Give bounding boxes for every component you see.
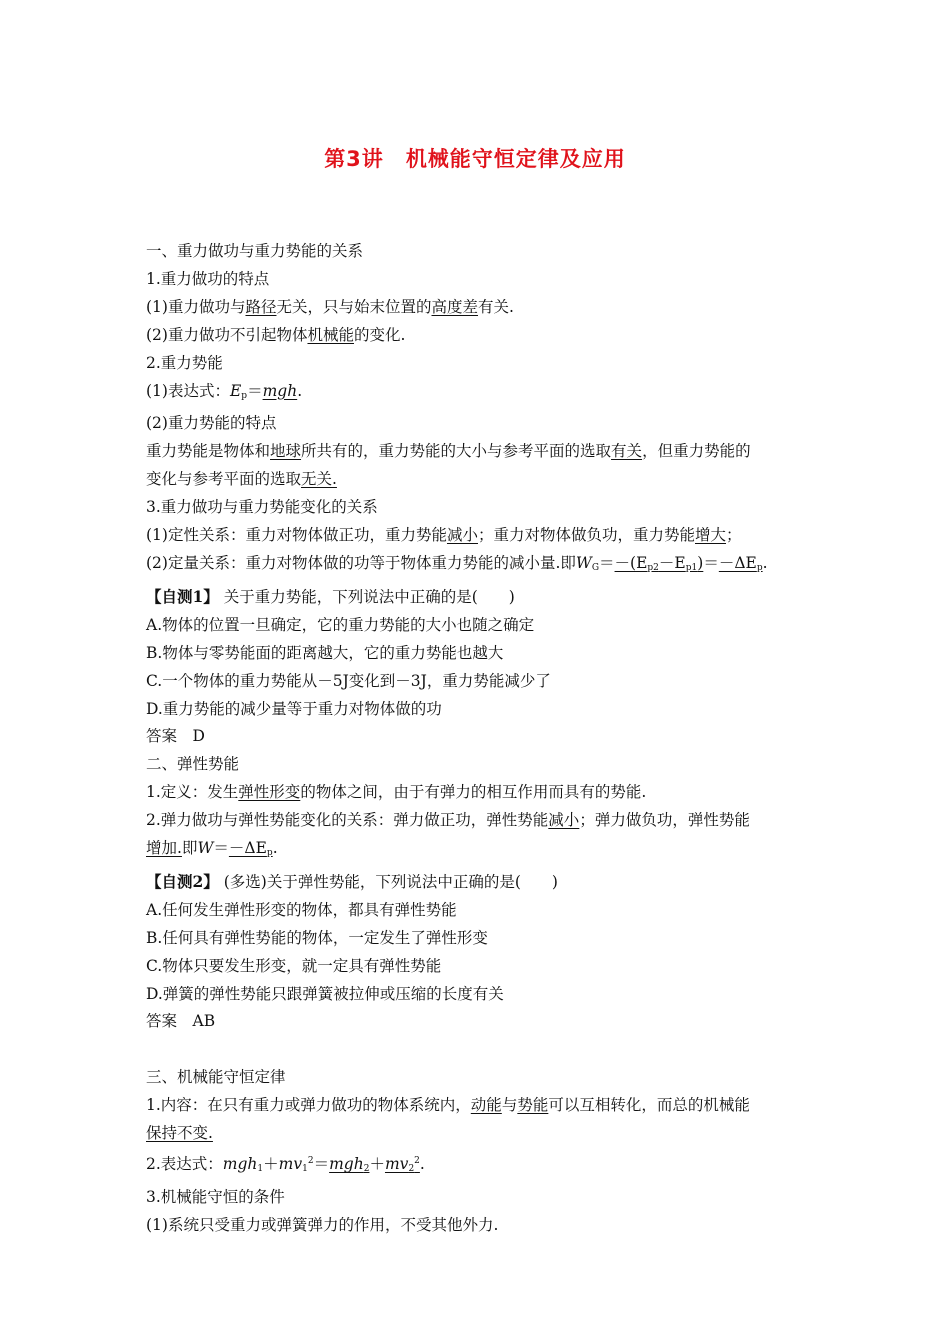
- page-title: [0, 143, 950, 173]
- subheading: 3.重力做功与重力势能变化的关系: [146, 498, 378, 517]
- paragraph: 重力势能是物体和地球所共有的，重力势能的大小与参考平面的选取有关，但重力势能的: [146, 442, 751, 461]
- quiz-option: D.弹簧的弹性势能只跟弹簧被拉伸或压缩的长度有关: [146, 984, 504, 1003]
- paragraph: (1)定性关系：重力对物体做正功，重力势能减小；重力对物体做负功，重力势能增大；: [146, 526, 742, 545]
- spacer: [146, 1036, 816, 1064]
- paragraph: (1)系统只受重力或弹簧弹力的作用，不受其他外力.: [146, 1215, 499, 1234]
- section-heading: 二、弹性势能: [146, 755, 240, 774]
- paragraph: (2)重力势能的特点: [146, 414, 277, 433]
- paragraph: 变化与参考平面的选取无关.: [146, 470, 337, 489]
- quiz-question: 【自测1】 关于重力势能，下列说法中正确的是( ): [146, 586, 515, 606]
- lecture-number: 第3讲: [324, 147, 384, 171]
- quiz-tag: 【自测1】: [146, 586, 219, 606]
- quiz-answer: 答案 AB: [146, 1012, 216, 1031]
- paragraph: 保持不变.: [146, 1124, 213, 1143]
- formula-line: 增加.即$W=-\Delta E_p$.: [146, 839, 278, 859]
- quiz-tag: 【自测2】: [146, 871, 219, 891]
- quiz-question: 【自测2】 (多选)关于弹性势能，下列说法中正确的是( ): [146, 871, 558, 891]
- paragraph: 2.弹力做功与弹性势能变化的关系：弹力做正功，弹性势能减小；弹力做负功，弹性势能: [146, 811, 750, 830]
- formula-line: (1)表达式：$E_p=mgh$.: [146, 381, 303, 401]
- paragraph: (2)重力做功不引起物体机械能的变化.: [146, 325, 406, 344]
- section-heading: 一、重力做功与重力势能的关系: [146, 242, 364, 260]
- quiz-option: D.重力势能的减少量等于重力对物体做的功: [146, 699, 442, 718]
- lecture-topic: 机械能守恒定律及应用: [405, 147, 626, 171]
- subheading: 1.重力做功的特点: [146, 269, 270, 288]
- formula-line: 2.表达式：$mgh_1+mv_1^2=mgh_2+mv_2^2$.: [146, 1154, 425, 1174]
- quiz-option: A.物体的位置一旦确定，它的重力势能的大小也随之确定: [146, 615, 535, 634]
- section-heading: 三、机械能守恒定律: [146, 1068, 286, 1087]
- quiz-option: C.物体只要发生形变，就一定具有弹性势能: [146, 956, 442, 975]
- quiz-answer: 答案 D: [146, 727, 205, 746]
- subheading: 2.重力势能: [146, 353, 223, 372]
- paragraph: 1.内容：在只有重力或弹力做功的物体系统内，动能与势能可以互相转化，而总的机械能: [146, 1096, 750, 1115]
- paragraph: 1.定义：发生弹性形变的物体之间，由于有弹力的相互作用而具有的势能.: [146, 783, 647, 802]
- quiz-option: C.一个物体的重力势能从－5J变化到－3J，重力势能减少了: [146, 671, 551, 690]
- document-body: [146, 238, 816, 1240]
- quiz-option: A.任何发生弹性形变的物体，都具有弹性势能: [146, 900, 457, 919]
- quiz-option: B.任何具有弹性势能的物体，一定发生了弹性形变: [146, 928, 488, 947]
- subheading: 3.机械能守恒的条件: [146, 1187, 285, 1206]
- formula-line: (2)定量关系：重力对物体做的功等于物体重力势能的减小量.即$W_G=-(E_{p2}-E_{p1})=-\Delta E_p$.: [146, 553, 768, 573]
- paragraph: (1)重力做功与路径无关，只与始末位置的高度差有关.: [146, 297, 514, 316]
- quiz-option: B.物体与零势能面的距离越大，它的重力势能也越大: [146, 643, 504, 662]
